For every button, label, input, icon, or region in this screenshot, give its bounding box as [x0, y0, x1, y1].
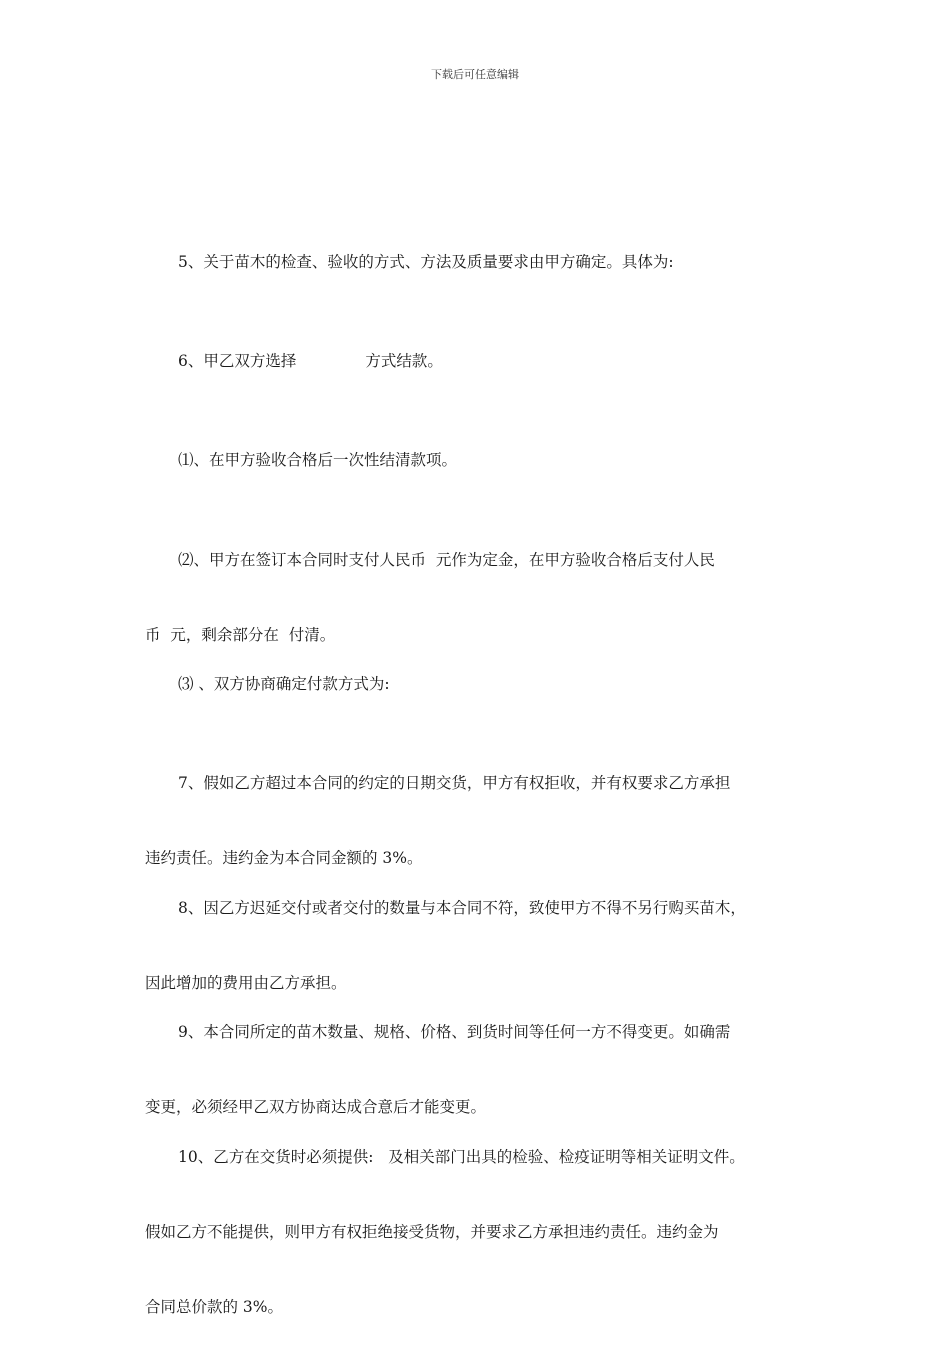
clause-10-line-2: 假如乙方不能提供，则甲方有权拒绝接受货物，并要求乙方承担违约责任。违约金为	[145, 1223, 719, 1241]
clause-5	[145, 200, 813, 300]
clause-8-line-2: 因此增加的费用由乙方承担。	[145, 974, 347, 992]
clause-10-line-1: 10、乙方在交货时必须提供: 及相关部门出具的检验、检疫证明等相关证明文件。	[178, 1148, 745, 1166]
clause-5-line-1: 5、关于苗木的检查、验收的方式、方法及质量要求由甲方确定。具体为:	[178, 253, 674, 271]
clause-6-option-3	[145, 622, 813, 722]
clause-9-line-1: 9、本合同所定的苗木数量、规格、价格、到货时间等任何一方不得变更。如确需	[178, 1023, 731, 1041]
clause-8-line-1: 8、因乙方迟延交付或者交付的数量与本合同不符，致使甲方不得不另行购买苗木，	[178, 899, 746, 917]
clause-10	[145, 1095, 813, 1345]
clause-6-option-1-line-1: ⑴、在甲方验收合格后一次性结清款项。	[178, 451, 458, 469]
clause-9-line-2: 变更，必须经甲乙双方协商达成合意后才能变更。	[145, 1098, 487, 1116]
clause-6-line-1: 6、甲乙双方选择 方式结款。	[178, 352, 443, 370]
clause-6-option-2-line-2: 币 元，剩余部分在 付清。	[145, 626, 336, 644]
clause-6-option-3-line-1: ⑶ 、双方协商确定付款方式为:	[178, 675, 390, 693]
clause-7-line-1: 7、假如乙方超过本合同的约定的日期交货，甲方有权拒收，并有权要求乙方承担	[178, 774, 731, 792]
clause-6-option-2-line-1: ⑵、甲方在签订本合同时支付人民币 元作为定金，在甲方验收合格后支付人民	[178, 551, 715, 569]
clause-7-line-2: 违约责任。违约金为本合同金额的 3%。	[145, 849, 423, 867]
page-header-note: 下载后可任意编辑	[431, 68, 519, 81]
clause-10-line-3: 合同总价款的 3%。	[145, 1298, 284, 1316]
clause-6	[145, 299, 813, 399]
clause-6-option-1	[145, 398, 813, 498]
